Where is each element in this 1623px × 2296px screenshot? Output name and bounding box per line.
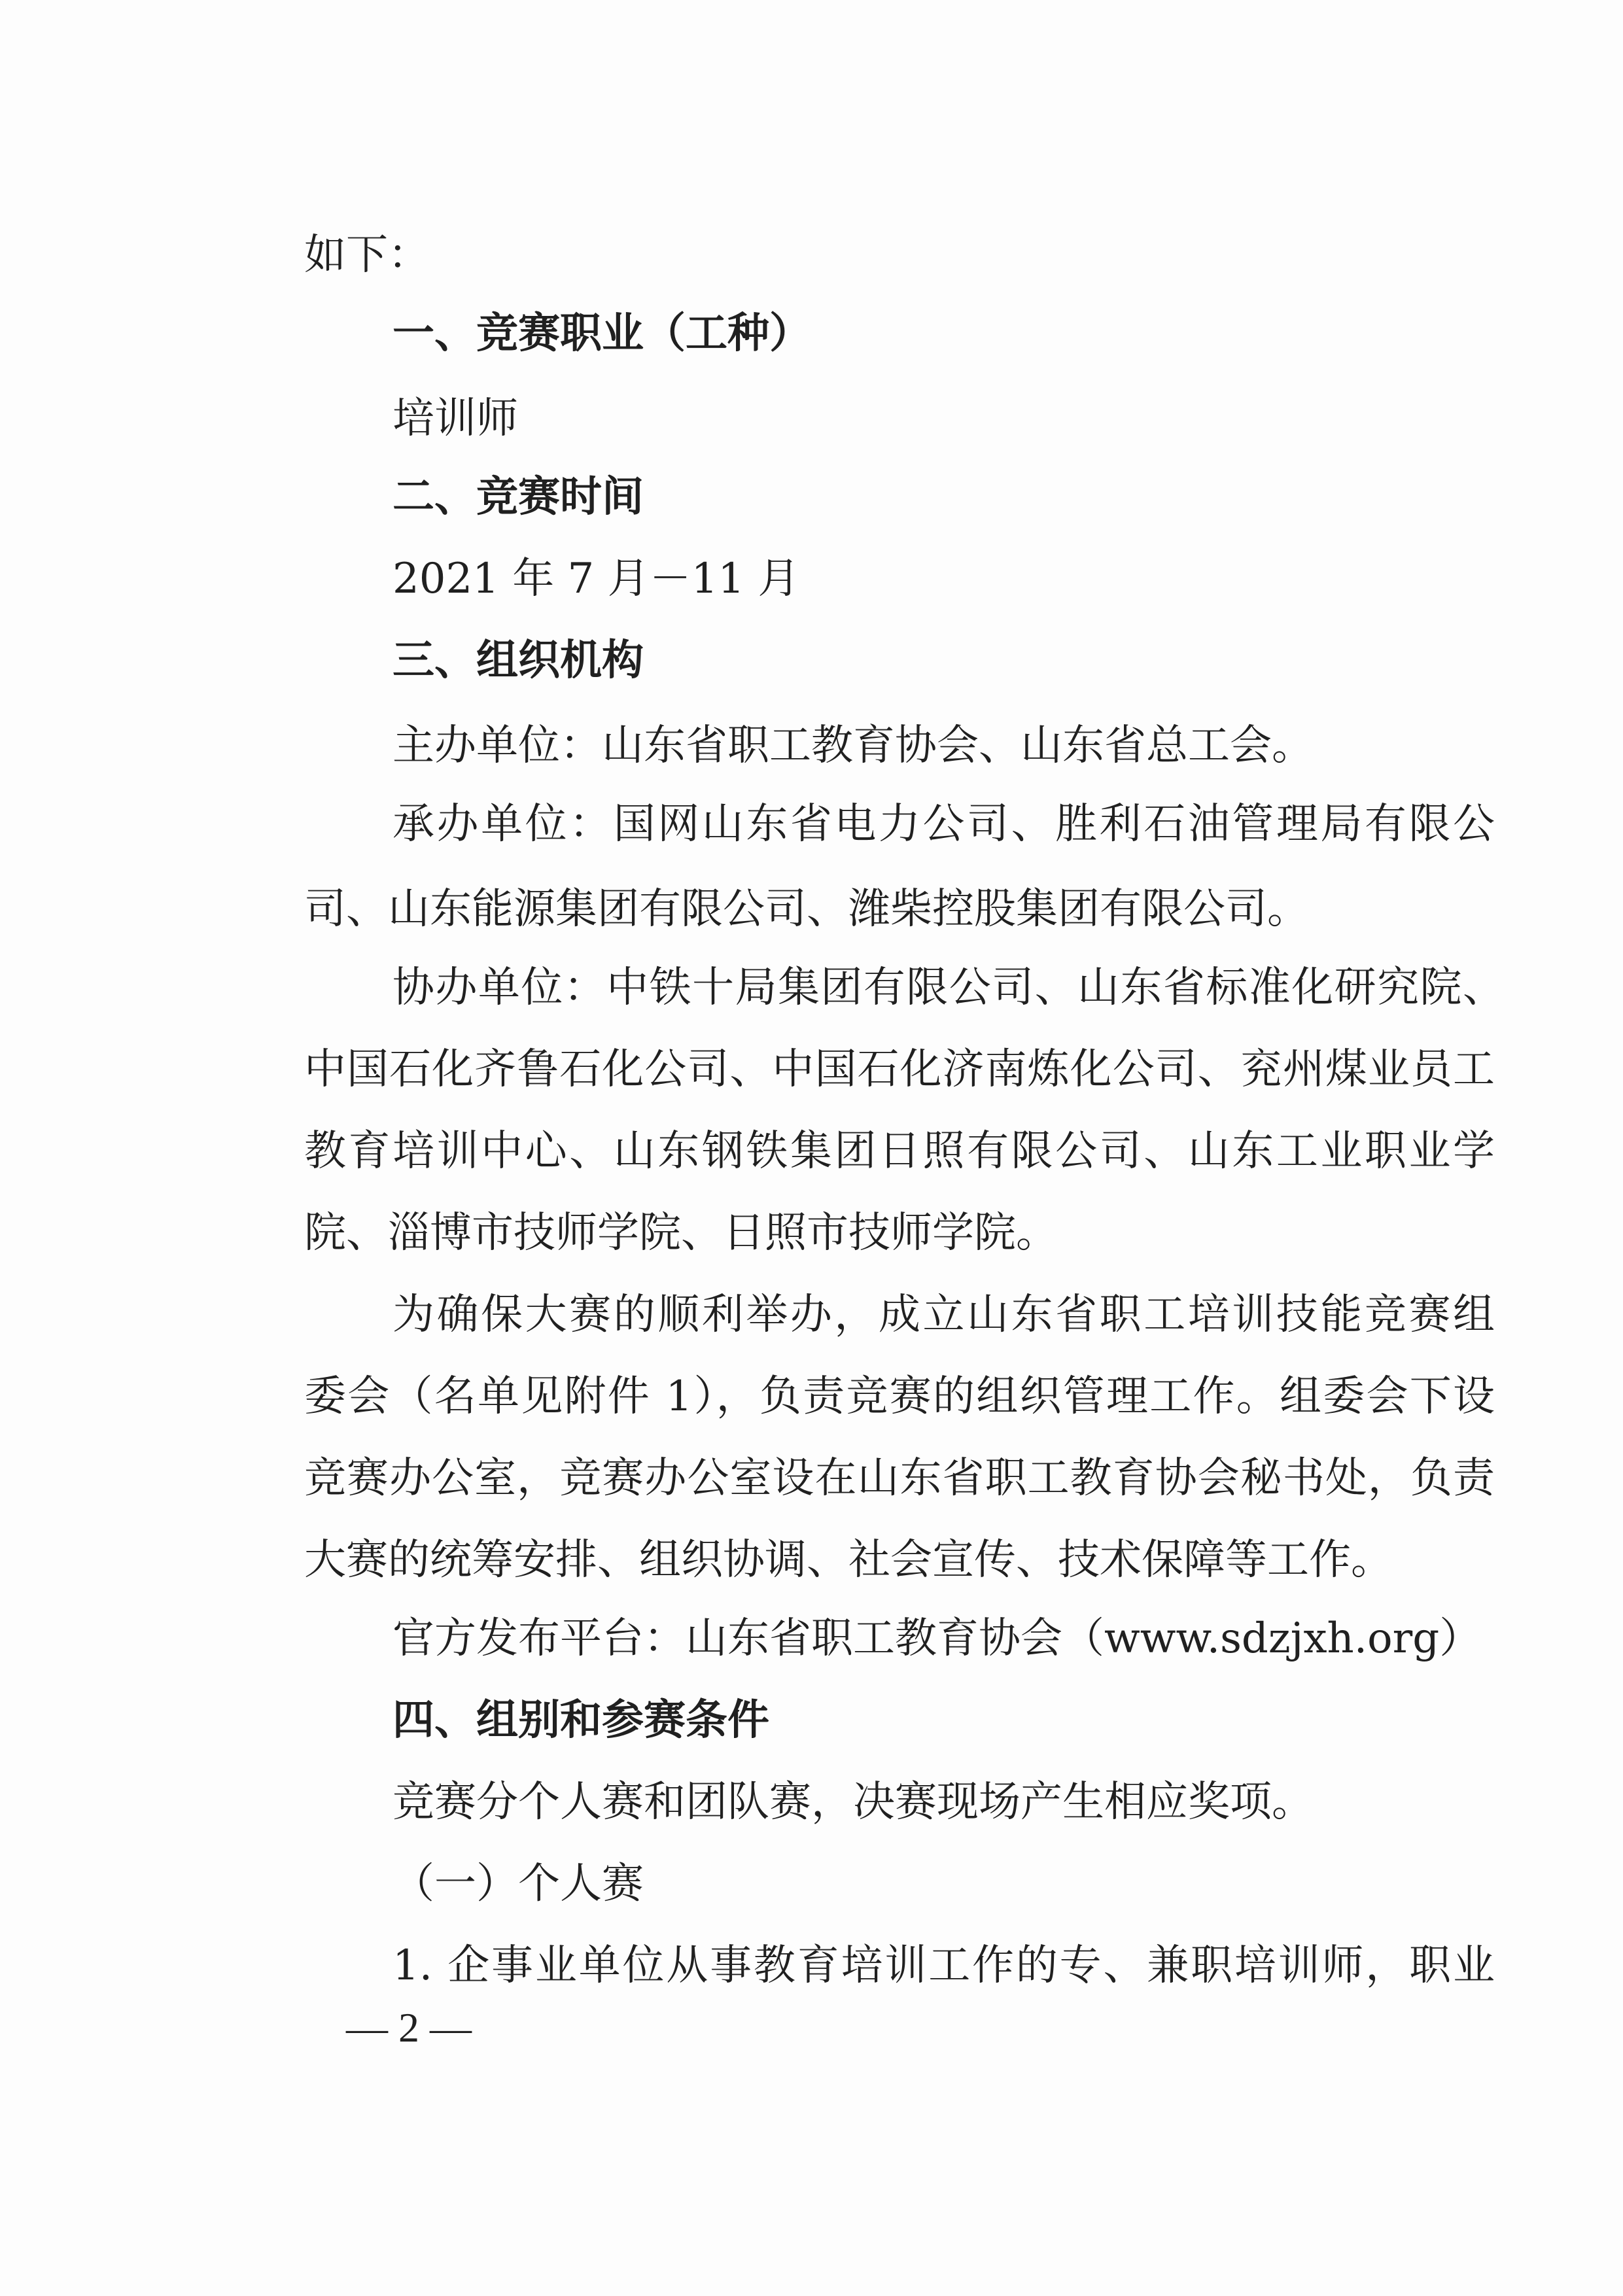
text-line-coorganizer: 协办单位：中铁十局集团有限公司、山东省标准化研究院、 <box>393 964 1505 1012</box>
text-line-platform: 官方发布平台：山东省职工教育协会（www.sdzjxh.org） <box>393 1614 1482 1663</box>
text-line-individual-item-1: 1. 企事业单位从事教育培训工作的专、兼职培训师，职业 <box>393 1941 1495 1990</box>
text-line-committee: 为确保大赛的顺利举办，成立山东省职工培训技能竞赛组 <box>393 1291 1495 1339</box>
text-line-committee-cont-1: 委会（名单见附件 1），负责竞赛的组织管理工作。组委会下设 <box>304 1372 1495 1421</box>
text-line-intro: 如下： <box>304 231 430 279</box>
text-line-committee-cont-3: 大赛的统筹安排、组织协调、社会宣传、技术保障等工作。 <box>304 1536 1393 1584</box>
text-line-date: 2021 年 7 月－11 月 <box>393 555 800 603</box>
subsection-heading-individual: （一）个人赛 <box>393 1860 644 1908</box>
page-number: — 2 — <box>346 2004 472 2051</box>
text-line-competition-types: 竞赛分个人赛和团队赛，决赛现场产生相应奖项。 <box>393 1778 1314 1826</box>
text-line-organizer: 承办单位：国网山东省电力公司、胜利石油管理局有限公 <box>393 800 1495 848</box>
text-line-committee-cont-2: 竞赛办公室，竞赛办公室设在山东省职工教育协会秘书处，负责 <box>304 1454 1495 1503</box>
section-heading-occupation: 一、竞赛职业（工种） <box>393 309 811 358</box>
section-heading-groups: 四、组别和参赛条件 <box>393 1696 769 1745</box>
text-line-coorganizer-cont-1: 中国石化齐鲁石化公司、中国石化济南炼化公司、兖州煤业员工 <box>304 1045 1495 1094</box>
text-line-coorganizer-cont-2: 教育培训中心、山东钢铁集团日照有限公司、山东工业职业学 <box>304 1127 1495 1175</box>
text-line-host: 主办单位：山东省职工教育协会、山东省总工会。 <box>393 722 1314 770</box>
section-heading-time: 二、竞赛时间 <box>393 473 644 521</box>
text-line-organizer-cont: 司、山东能源集团有限公司、潍柴控股集团有限公司。 <box>304 885 1309 933</box>
text-line-coorganizer-cont-3: 院、淄博市技师学院、日照市技师学院。 <box>304 1209 1058 1257</box>
section-heading-organization: 三、组织机构 <box>393 636 644 685</box>
text-line-occupation: 培训师 <box>393 394 518 443</box>
